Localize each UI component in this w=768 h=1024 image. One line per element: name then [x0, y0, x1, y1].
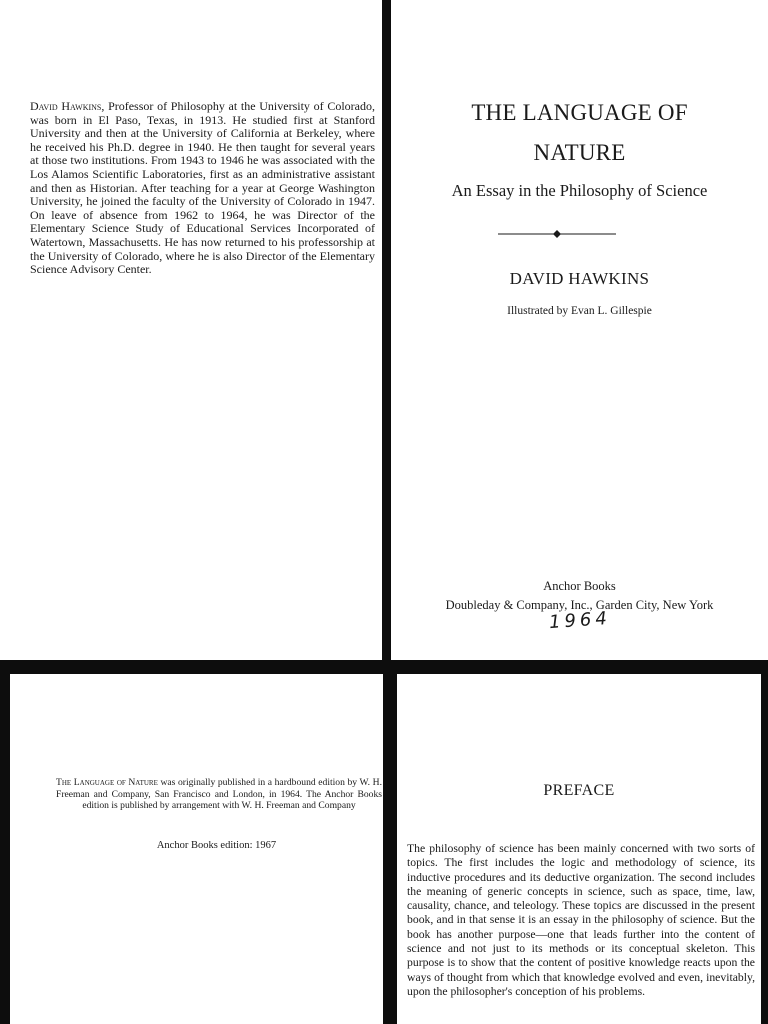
copyright-text: was originally published in a hardbound edition by W. H. Freeman and Company, San Francisco and London, in 1964. The Anchor Books edition is published by arrangement with W. H. Freeman and Company — [56, 777, 382, 811]
book-title-line2: NATURE — [533, 140, 626, 165]
scan-edge-right — [761, 672, 768, 1024]
author-bio — [30, 100, 375, 277]
handwritten-year: 1964 — [548, 607, 612, 634]
copyright-book-title: The Language of Nature — [56, 777, 158, 788]
author-bio-page — [0, 0, 382, 660]
preface-body: The philosophy of science has been mainly concerned with two sorts of topics. The first includes the logic and methodology of science, its inductive procedures and its deductive organization. The second includes the meaning of generic concepts in science, such as space, time, law, causality, chance, and teleology. These topics are discussed in the present book, and in that sense it is an essay in the philosophy of science. But the book has another purpose—one that leads further into the content of science and not just to its methods or its conceptual skeleton. This purpose is to show that the content of positive knowledge reacts upon the ways of thought from which that knowledge evolved and even, inevitably, upon the philosopher's conception of his problems. — [407, 842, 755, 998]
diamond-rule-ornament — [498, 229, 616, 239]
book-title-line1: THE LANGUAGE OF — [471, 100, 688, 125]
publisher-name: Anchor Books — [543, 579, 616, 593]
book-subtitle: An Essay in the Philosophy of Science — [451, 181, 708, 200]
book-author: DAVID HAWKINS — [509, 269, 650, 288]
bio-text: , Professor of Philosophy at the University of Colorado, was born in El Paso, Texas, in 1913. He studied first at Stanford University and then at the University of California at Berkeley, where he received his Ph.D. degree in 1940. He then taught for several years at those two institutions. From 1943 to 1946 he was associated with the Los Alamos Scientific Laboratories, first as an administrative assistant and then as Historian. After teaching for a year at George Washington University, he joined the faculty of the University of Colorado in 1947. On leave of absence from 1962 to 1964, he was Director of the Elementary Science Study of Educational Services Incorporated of Watertown, Massachusetts. He has now returned to his professorship at the University of Colorado, where he is also Director of the Elementary Science Advisory Center. — [30, 99, 375, 277]
preface-page — [397, 674, 761, 1024]
edition-note: Anchor Books edition: 1967 — [156, 840, 277, 851]
illustrator-credit: Illustrated by Evan L. Gillespie — [507, 305, 652, 317]
bio-author-name: David Hawkins — [30, 99, 102, 113]
publisher-place: Doubleday & Company, Inc., Garden City, New York — [445, 598, 714, 612]
copyright-page — [10, 674, 383, 1024]
book-gutter-bottom — [383, 672, 397, 1024]
scan-edge-left — [0, 672, 10, 1024]
book-gutter-top — [382, 0, 391, 672]
copyright-notice — [56, 777, 382, 812]
title-page — [391, 0, 768, 660]
preface-heading: PREFACE — [543, 782, 615, 799]
